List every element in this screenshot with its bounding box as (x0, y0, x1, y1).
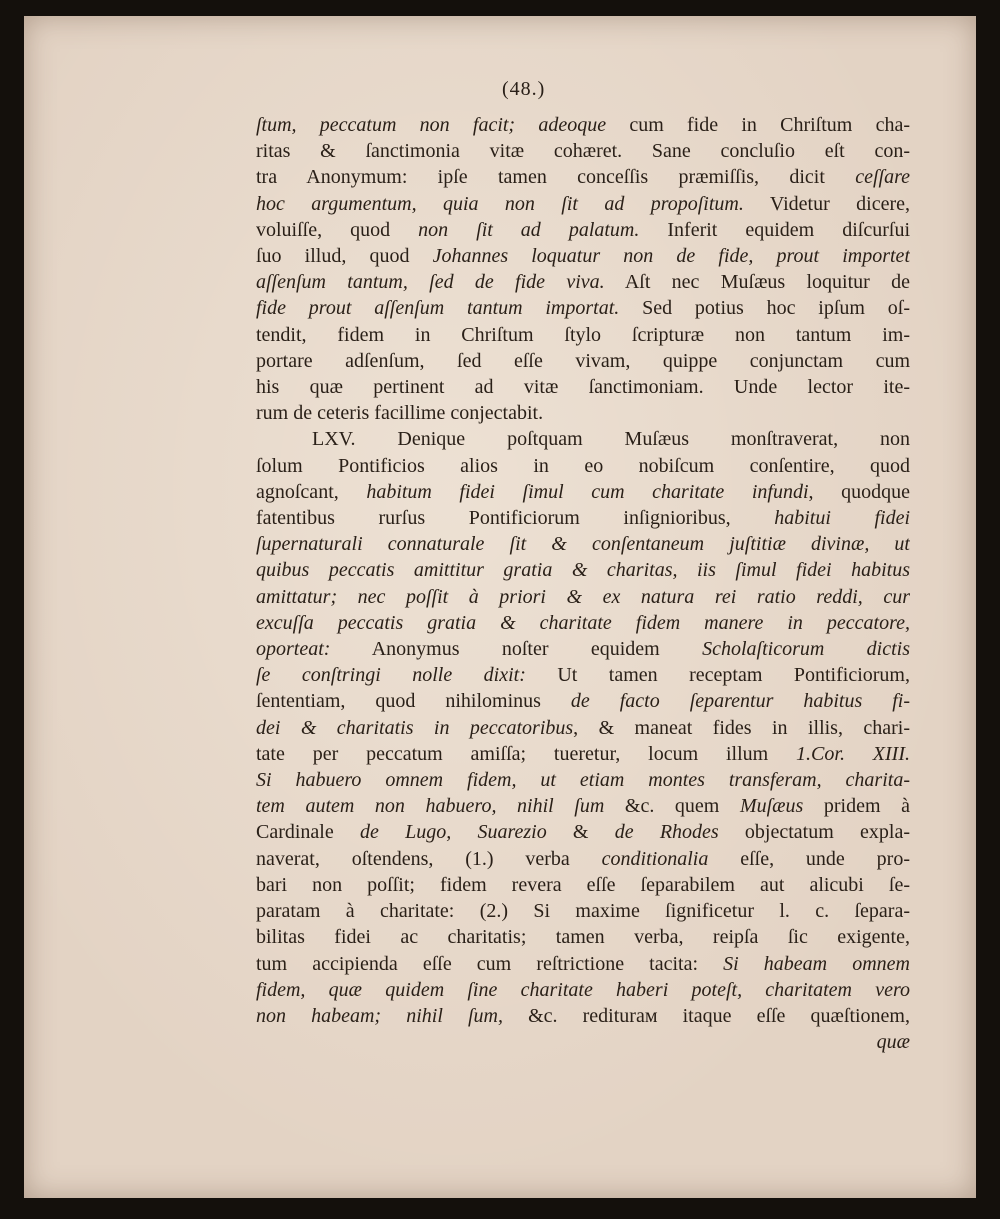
text-segment: Videtur dicere, (743, 192, 910, 215)
text-segment: LXV. Denique poſtquam Muſæus monſtraverat, non (312, 428, 910, 451)
italic-text: tem autem non habuero, nihil ſum (256, 795, 605, 818)
italic-text: amittatur; nec poſſit à priori & ex natura rei ratio reddi, (256, 585, 863, 608)
italic-text: Si habeam omnem (723, 952, 910, 975)
italic-text: de facto ſeparentur habitus fi- (570, 690, 910, 713)
text-segment: bilitas fidei ac charitatis; tamen verba, reipſa ſic exigente, (256, 926, 910, 949)
text-line (256, 191, 910, 217)
text-segment: voluiſſe, quod (256, 218, 419, 241)
text-line (256, 138, 910, 164)
text-line (256, 846, 910, 872)
text-line (256, 715, 910, 741)
text-line (256, 269, 910, 295)
text-line (256, 924, 910, 950)
text-line (256, 767, 910, 793)
text-segment: ſuo illud, quod (256, 245, 433, 268)
text-segment (515, 114, 538, 136)
text-line (256, 793, 910, 819)
text-line (256, 1029, 910, 1055)
italic-text: quibus peccatis amittitur gratia & charitas, iis ſimul fidei habitus (256, 559, 910, 582)
italic-text: ſtum, peccatum non facit; (256, 114, 516, 136)
italic-text: Si habuero omnem fidem, ut etiam montes transferam, charita- (256, 769, 910, 792)
italic-text: quæ (876, 1031, 910, 1054)
text-line (256, 557, 910, 583)
text-line (256, 872, 910, 898)
text-segment: fatentibus rurſus Pontificiorum inſignioribus, (256, 507, 775, 530)
italic-text: cur (883, 585, 910, 608)
text-line (256, 295, 910, 321)
text-line (256, 322, 910, 348)
italic-text: aſſenſum tantum, ſed de fide viva. (256, 271, 605, 294)
italic-text: conditionalia (601, 847, 709, 870)
text-segment: Anonymus noſter equidem (330, 638, 703, 661)
text-segment: portare adſenſum, ſed eſſe vivam, quippe conjunctam cum (256, 349, 910, 372)
text-segment: his quæ pertinent ad vitæ ſanctimoniam. Unde lector ite- (256, 376, 910, 399)
italic-text: adeoque (538, 114, 607, 136)
text-segment: pridem à (803, 795, 910, 818)
text-line (256, 819, 910, 845)
italic-text: de Rhodes (614, 821, 719, 844)
text-segment: ſententiam, quod nihilominus (256, 690, 571, 713)
italic-text: fidem, quæ quidem ſine charitate haberi poteſt, charitatem vero (256, 978, 910, 1001)
text-line (256, 505, 910, 531)
italic-text: habitum fidei ſimul cum charitate infundi (366, 480, 809, 503)
text-segment: &c. rediturам itaque eſſe quæſtionem, (502, 1004, 910, 1027)
text-segment: Sed potius hoc ipſum oſ- (619, 297, 910, 320)
text-segment: tra Anonymum: ipſe tamen conceſſis præmiſſis, dicit (256, 166, 856, 189)
text-block (256, 112, 910, 1055)
italic-text: habitui fidei (774, 507, 910, 530)
text-segment: eſſe, unde pro- (708, 847, 910, 870)
text-segment: Ut tamen receptam Pontificiorum, (525, 664, 910, 687)
text-line (256, 1003, 910, 1029)
text-segment: Cardinale (256, 821, 360, 844)
text-segment: , & maneat fides in illis, chari- (573, 716, 910, 739)
text-segment: bari non poſſit; fidem revera eſſe ſeparabilem aut alicubi ſe- (256, 873, 910, 896)
text-line (256, 610, 910, 636)
text-line (256, 977, 910, 1003)
text-segment: Inferit equidem diſcurſui (639, 218, 910, 241)
italic-text: Johannes loquatur non de fide, prout importet (432, 245, 910, 268)
italic-text: ſupernaturali connaturale ſit & conſentaneum juſtitiæ divinæ, ut (256, 533, 910, 556)
book-page (24, 16, 976, 1198)
text-segment: objectatum expla- (718, 821, 910, 844)
italic-text: non habeam; nihil ſum, (256, 1004, 503, 1027)
text-segment: agnoſcant, (256, 480, 367, 503)
text-line (256, 951, 910, 977)
text-segment: & (546, 821, 615, 844)
text-line (256, 217, 910, 243)
italic-text: fide prout aſſenſum tantum importat. (256, 297, 620, 320)
text-line (256, 898, 910, 924)
text-line (256, 636, 910, 662)
text-line (256, 688, 910, 714)
text-segment: &c. quem (604, 795, 740, 818)
text-segment: naverat, oſtendens, (1.) verba (256, 847, 602, 870)
text-line (256, 531, 910, 557)
text-segment: Aſt nec Muſæus loquitur de (604, 271, 910, 294)
text-segment: tate per peccatum amiſſa; tueretur, locum illum (256, 742, 797, 765)
text-line (256, 426, 910, 452)
text-segment: tendit, fidem in Chriſtum ſtylo ſcripturæ non tantum im- (256, 323, 910, 346)
italic-text: oporteat: (256, 638, 331, 661)
text-line (256, 584, 910, 610)
italic-text: Muſæus (739, 795, 804, 818)
text-line (256, 453, 910, 479)
text-segment: tum accipienda eſſe cum reſtrictione tacita: (256, 952, 724, 975)
text-line (256, 741, 910, 767)
text-segment (863, 586, 884, 608)
text-line (256, 374, 910, 400)
text-line (256, 112, 910, 138)
text-line (256, 400, 910, 426)
italic-text: ſe conſtringi nolle dixit: (256, 664, 526, 687)
italic-text: de Lugo, Suarezio (359, 821, 547, 844)
text-line (256, 662, 910, 688)
italic-text: non ſit ad palatum. (418, 218, 640, 241)
text-segment: ſolum Pontificios alios in eo nobiſcum conſentire, quod (256, 454, 910, 477)
text-line (256, 243, 910, 269)
italic-text: ceſſare (855, 166, 910, 189)
text-line (256, 164, 910, 190)
italic-text: excuſſa peccatis gratia & charitate fidem manere in peccatore, (256, 611, 910, 634)
text-line (256, 348, 910, 374)
italic-text: hoc argumentum, quia non ſit ad propoſitum. (256, 192, 744, 215)
italic-text: dei & charitatis in peccatoribus (256, 716, 574, 739)
italic-text: 1.Cor. XIII. (796, 742, 910, 765)
text-segment: paratam à charitate: (2.) Si maxime ſignificetur l. c. ſepara- (256, 900, 910, 923)
page-number: (48.) (502, 78, 546, 100)
italic-text: Scholaſticorum dictis (702, 638, 910, 661)
text-line (256, 479, 910, 505)
text-segment: rum de ceteris facillime conjectabit. (256, 402, 544, 425)
text-segment: ritas & ſanctimonia vitæ cohæret. Sane concluſio eſt con- (256, 140, 910, 163)
text-segment: cum fide in Chriſtum cha- (606, 114, 910, 136)
text-segment: , quodque (808, 480, 910, 503)
